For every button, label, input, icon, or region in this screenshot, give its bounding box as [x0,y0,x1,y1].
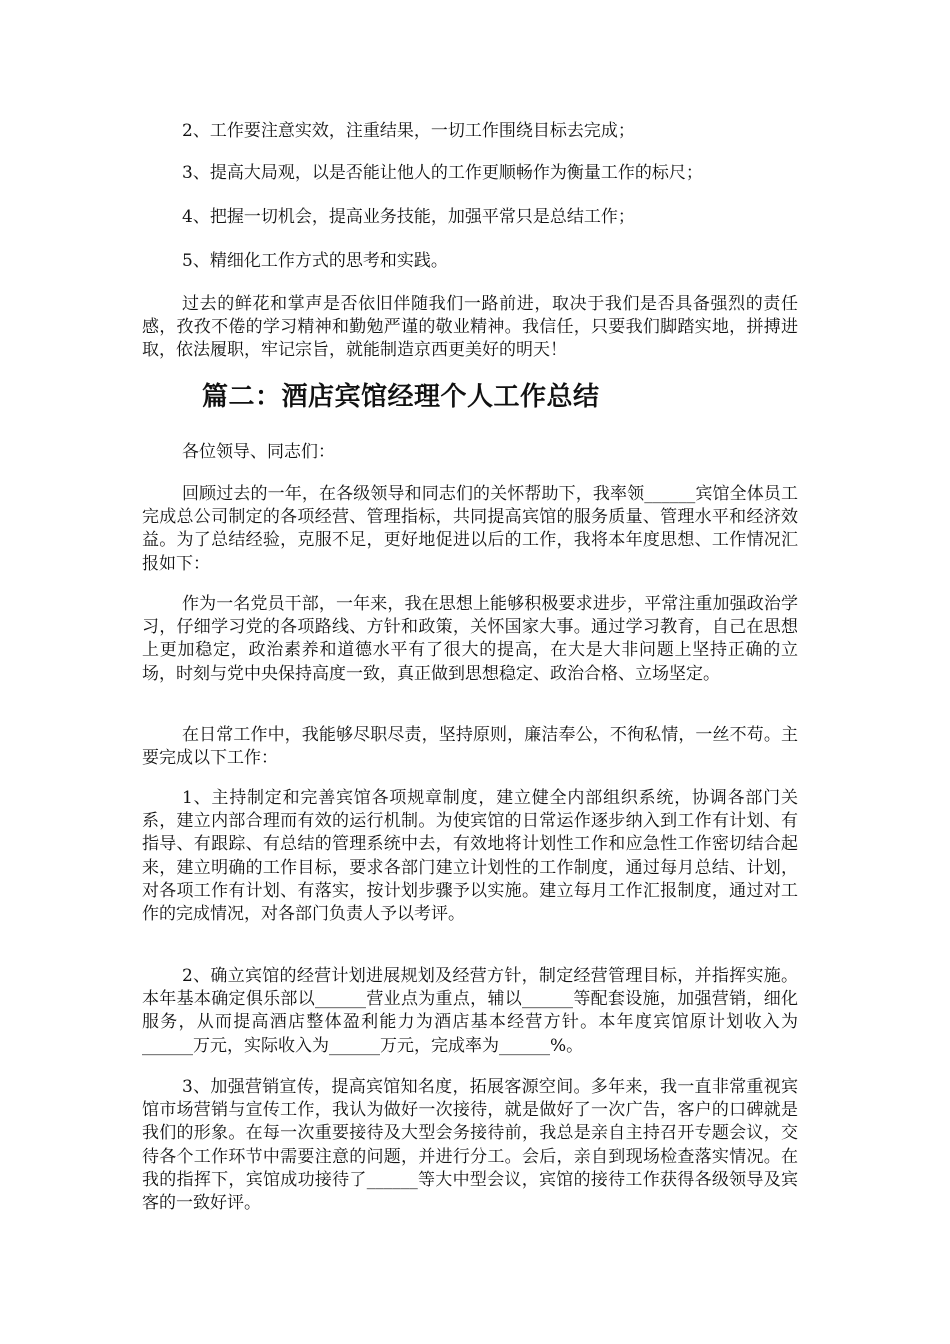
list-item: 3、提高大局观，以是否能让他人的工作更顺畅作为衡量工作的标尺； [182,163,703,183]
greeting: 各位领导、同志们： [182,442,335,462]
body-paragraph: 在日常工作中，我能够尽职尽责，坚持原则，廉洁奉公，不徇私情，一丝不苟。主要完成以下工作： [142,725,798,769]
body-paragraph: 3、加强营销宣传，提高宾馆知名度，拓展客源空间。多年来，我一直非常重视宾馆市场营销与宣传工作，我认为做好一次接待，就是做好了一次广告，客户的口碑就是我们的形象。在每一次重要接待及大型会务接待前，我总是亲自主持召开专题会议，交待各个工作环节中需要注意的问题，并进行分工。会后，亲自到现场检查落实情况。在我的指挥下，宾馆成功接待了______等大中型会议，宾馆的接待工作获得各级领导及宾客的一致好评。 [142,1077,798,1214]
closing-paragraph: 过去的鲜花和掌声是否依旧伴随我们一路前进，取决于我们是否具备强烈的责任感，孜孜不倦的学习精神和勤勉严谨的敬业精神。我信任，只要我们脚踏实地，拼搏进取，依法履职，牢记宗旨，就能制造京西更美好的明天！ [142,294,798,361]
list-item: 5、精细化工作方式的思考和实践。 [182,251,448,271]
body-paragraph: 2、确立宾馆的经营计划进展规划及经营方针，制定经营管理目标，并指挥实施。本年基本确定俱乐部以______营业点为重点，辅以______等配套设施，加强营销，细化服务，从而提高酒店整体盈利能力为酒店基本经营方针。本年度宾馆原计划收入为______万元，实际收入为______万元，完成率为______%。 [142,966,798,1056]
body-paragraph: 回顾过去的一年，在各级领导和同志们的关怀帮助下，我率领______宾馆全体员工完成总公司制定的各项经营、管理指标，共同提高宾馆的服务质量、管理水平和经济效益。为了总结经验，克服不足，更好地促进以后的工作，我将本年度思想、工作情况汇报如下： [142,484,798,574]
section-title: 篇二：酒店宾馆经理个人工作总结 [202,382,600,412]
list-item: 4、把握一切机会，提高业务技能，加强平常只是总结工作； [182,207,635,227]
body-paragraph: 1、主持制定和完善宾馆各项规章制度，建立健全内部组织系统，协调各部门关系，建立内部合理而有效的运行机制。为使宾馆的日常运作逐步纳入到工作有计划、有指导、有跟踪、有总结的管理系统中去，有效地将计划性工作和应急性工作密切结合起来，建立明确的工作目标，要求各部门建立计划性的工作制度，通过每月总结、计划，对各项工作有计划、有落实，按计划步骤予以实施。建立每月工作汇报制度，通过对工作的完成情况，对各部门负责人予以考评。 [142,788,798,925]
list-item: 2、工作要注意实效，注重结果，一切工作围绕目标去完成； [182,121,635,141]
body-paragraph: 作为一名党员干部，一年来，我在思想上能够积极要求进步，平常注重加强政治学习，仔细学习党的各项路线、方针和政策，关怀国家大事。通过学习教育，自己在思想上更加稳定，政治素养和道德水平有了很大的提高，在大是大非问题上坚持正确的立场，时刻与党中央保持高度一致，真正做到思想稳定、政治合格、立场坚定。 [142,594,798,684]
